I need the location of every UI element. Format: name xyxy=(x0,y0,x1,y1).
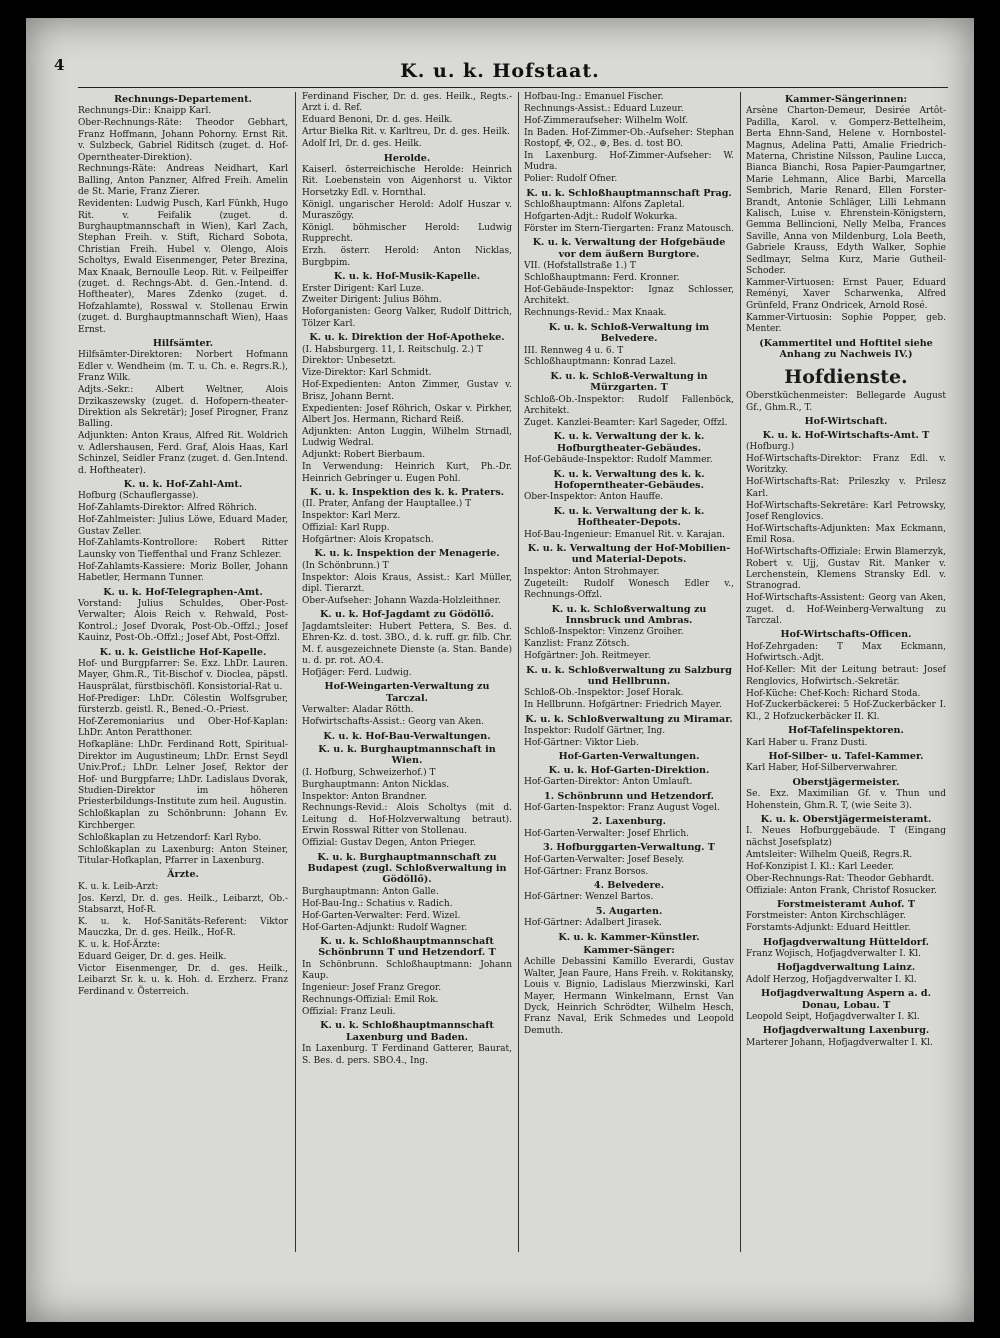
section-heading: 3. Hofburggarten-Verwaltung. T xyxy=(543,842,715,854)
directory-entry: Zugeteilt: Rudolf Wonesch Edler v., Rechnungs-Offzl. xyxy=(524,578,734,601)
directory-entry: Schloß-Inspektor: Vinzenz Groiher. xyxy=(524,627,684,638)
directory-entry: In Laxenburg. Hof-Zimmer-Aufseher: W. Mudra. xyxy=(524,151,734,173)
section-heading: K. u. k. Hof-Musik-Kapelle. xyxy=(333,271,481,283)
directory-entry: Direktor: Unbesetzt. xyxy=(302,356,396,367)
directory-entry: Hof-Prediger: LhDr. Cölestin Wolfsgruber, fürsterzb. geistl. R., Bened.-O.-Priest. xyxy=(78,693,288,716)
directory-entry: Jagdamtsleiter: Hubert Pettera, S. Bes. d. Ehren-Kz. d. tost. 3BO., d. k. ruff. gr. filb. Chr. M. f. ausgezeichnete Dienste (a. Stan. Bande) u. d. pr. rot. AO.4. xyxy=(302,621,512,667)
section-heading: Hofjagdverwaltung Lainz. xyxy=(776,962,916,974)
text-column-2 xyxy=(302,92,512,1302)
section-heading: Kammer-Sänger: xyxy=(583,945,675,957)
section-heading: Hof-Silber- u. Tafel-Kammer. xyxy=(768,751,924,763)
section-heading: K. u. k. Inspektion der Menagerie. xyxy=(314,548,500,560)
directory-entry: Hof-Keller: Mit der Leitung betraut: Josef Renglovics, Hofwirtsch.-Sekretär. xyxy=(746,665,946,687)
directory-entry: (I. Habsburgerg. 11, I. Reitschulg. 2.) T xyxy=(302,344,483,355)
directory-entry: In Schönbrunn. Schloßhauptmann: Johann Kaup. xyxy=(302,959,512,982)
directory-entry: Zuget. Kanzlei-Beamter: Karl Sageder, Offzl. xyxy=(524,417,728,428)
directory-entry: Hofgärtner: Alois Kropatsch. xyxy=(302,535,434,546)
directory-entry: Hof-Zuckerbäckerei: 5 Hof-Zuckerbäcker I. Kl., 2 Hofzuckerbäcker II. Kl. xyxy=(746,700,946,722)
directory-entry: Adjunkt: Robert Bierbaum. xyxy=(302,450,426,461)
directory-entry: Hof-Zeremoniarius und Ober-Hof-Kaplan: LhDr. Anton Peratthoner. xyxy=(78,717,288,739)
section-heading: Hof-Wirtschaft. xyxy=(804,416,888,428)
directory-entry: Hof-Wirtschafts-Rat: Prileszky v. Prilesz Karl. xyxy=(746,477,946,499)
section-heading: K. u. k. Kammer-Künstler. xyxy=(558,931,700,943)
directory-entry: Ferdinand Fischer, Dr. d. ges. Heilk., Regts.-Arzt i. d. Ref. xyxy=(302,92,512,114)
directory-entry: Schloßkaplan zu Hetzendorf: Karl Rybo. xyxy=(78,832,262,843)
directory-entry: Ober-Rechnungs-Räte: Theodor Gebhart, Franz Hoffmann, Johann Pohorny. Ernst Rit. v. Sulzbeck, Gabriel Riditsch (zuget. d. Hof-Operntheater-Direktion). xyxy=(78,118,288,163)
directory-entry: Hof-Gebäude-Inspektor: Rudolf Mammer. xyxy=(524,455,713,466)
directory-entry: Burghauptmann: Anton Galle. xyxy=(302,886,439,897)
directory-entry: Rechnungs-Offizial: Emil Rok. xyxy=(302,994,439,1005)
column-divider xyxy=(295,92,296,1252)
section-heading: K. u. k. Schloßverwaltung zu Innsbruck und Ambras. xyxy=(551,603,707,626)
section-heading: Oberstjägermeister. xyxy=(792,776,900,788)
section-heading: K. u. k. Schloßhauptmannschaft Schönbrunn T und Hetzendorf. T xyxy=(318,935,496,959)
directory-entry: Hofbau-Ing.: Emanuel Fischer. xyxy=(524,92,664,102)
directory-entry: Hof-Gärtner: Wenzel Bartos. xyxy=(524,892,654,903)
text-column-3 xyxy=(524,92,734,1302)
directory-entry: Hof-Wirtschafts-Direktor: Franz Edl. v. Woritzky. xyxy=(746,453,946,476)
directory-entry: Inspektor: Rudolf Gärtner, Ing. xyxy=(524,726,666,737)
directory-entry: Hof-Bau-Ing.: Schatius v. Radich. xyxy=(302,898,453,909)
directory-entry: Königl. böhmischer Herold: Ludwig Rupprecht. xyxy=(302,222,512,245)
section-heading: K. u. k. Inspektion des k. k. Praters. xyxy=(309,486,505,498)
directory-entry: K. u. k. Hof-Sanitäts-Referent: Viktor Mauczka, Dr. d. ges. Heilk., Hof-R. xyxy=(78,916,288,939)
directory-entry: Zweiter Dirigent: Julius Böhm. xyxy=(302,295,442,306)
directory-entry: Hof-Zimmeraufseher: Wilhelm Wolf. xyxy=(524,115,688,126)
directory-entry: Schloßhauptmann: Ferd. Kronner. xyxy=(524,273,680,284)
section-heading: Hilfsämter. xyxy=(152,338,214,350)
directory-entry: Hof-Gärtner: Adalbert Jirasek. xyxy=(524,918,662,929)
directory-entry: Se. Exz. Maximilian Gf. v. Thun und Hohenstein, Ghm.R. T, (wie Seite 3). xyxy=(746,789,946,811)
directory-entry: In Hellbrunn. Hofgärtner: Friedrich Mayer. xyxy=(524,700,722,711)
section-heading: Rechnungs-Departement. xyxy=(114,94,252,105)
directory-entry: Hofjäger: Ferd. Ludwig. xyxy=(302,668,412,678)
directory-entry: Hof-Zehrgaden: T Max Eckmann, Hofwirtsch.-Adjt. xyxy=(746,641,946,664)
column-divider xyxy=(518,92,519,1252)
directory-entry: Ober-Inspektor: Anton Hauffe. xyxy=(524,492,664,503)
directory-entry: Kammer-Virtuosin: Sophie Popper, geb. Menter. xyxy=(746,312,946,335)
directory-entry: Hof-Bau-Ingenieur: Emanuel Rit. v. Karajan. xyxy=(524,529,725,540)
directory-entry: Hofgarten-Adjt.: Rudolf Wokurka. xyxy=(524,212,678,223)
directory-entry: Königl. ungarischer Herold: Adolf Huszar v. Muraszögy. xyxy=(302,199,512,222)
directory-entry: Hof-Zahlamts-Kassiere: Moriz Boller, Johann Habetler, Hermann Tunner. xyxy=(78,561,288,584)
directory-entry: Erzh. österr. Herold: Anton Nicklas, Burgbpim. xyxy=(302,246,512,268)
directory-entry: Expedienten: Josef Röhrich, Oskar v. Pirkher, Albert Jos. Hermann, Richard Reiß. xyxy=(302,403,512,425)
directory-entry: Marterer Johann, Hofjagdverwalter I. Kl. xyxy=(746,1037,933,1048)
directory-entry: Forstamts-Adjunkt: Eduard Heittler. xyxy=(746,923,911,934)
directory-entry: Hof-Gärtner: Franz Borsos. xyxy=(524,866,649,877)
directory-entry: Rechnungs-Assist.: Eduard Luzeur. xyxy=(524,103,684,114)
directory-entry: Hof-Wirtschafts-Adjunkten: Max Eckmann, Emil Rosa. xyxy=(746,523,946,546)
directory-entry: Hof- und Burgpfarrer: Se. Exz. LhDr. Lauren. Mayer, Ghm.R., Tit-Bischof v. Dioclea, päpstl. Hausprälat, fürstbischöfl. Konsistorial-Rat u. xyxy=(78,659,288,692)
section-heading: Hofjagdverwaltung Aspern a. d. Donau, Lobau. T xyxy=(761,988,931,1011)
directory-entry: Hof-Konzipist I. Kl.: Karl Leeder. xyxy=(746,861,895,872)
column-divider xyxy=(740,92,741,1252)
directory-entry: Forstmeister: Anton Kirchschläger. xyxy=(746,911,906,922)
directory-entry: Hof-Garten-Inspektor: Franz August Vogel. xyxy=(524,803,720,814)
directory-entry: Achille Debassini Kamillo Everardi, Gustav Walter, Jean Faure, Hans Freih. v. Rokitansky, Louis v. Bignio, Ladislaus Mierzwinski, Karl Mayer, Hermann Winkelmann, Ernst Van Dyck, Heinrich Schrödter, Wilhelm Hesch, Franz Naval, Erik Schmedes und Leopold Demuth. xyxy=(524,957,734,1036)
directory-entry: K. u. k. Hof-Ärzte: xyxy=(78,940,160,951)
directory-entry: Oberstküchenmeister: Bellegarde August Gf., Ghm.R., T. xyxy=(746,391,946,413)
section-heading: K. u. k. Hof-Wirtschafts-Amt. T xyxy=(762,429,930,441)
section-heading: K. u. k. Burghauptmannschaft in Wien. xyxy=(318,743,496,767)
directory-entry: Hof-Gebäude-Inspektor: Ignaz Schlosser, Architekt. xyxy=(524,285,734,307)
directory-entry: Vorstand: Julius Schuldes, Ober-Post-Verwalter; Alois Reich v. Rehwald, Post-Kontrol.; Josef Dvorak, Post-Ob.-Offzl.; Josef Kauinz, Post-Ob.-Offzl.; Josef Abt, Post-Offzl. xyxy=(78,598,288,644)
directory-entry: Hof-Garten-Verwalter: Josef Besely. xyxy=(524,854,685,865)
directory-entry: Offizial: Gustav Degen, Anton Prieger. xyxy=(302,838,476,849)
section-heading: K. u. k. Verwaltung der k. k. Hofburgtheater-Gebäudes. xyxy=(553,431,705,454)
section-heading: Kammer-Sängerinnen: xyxy=(784,94,908,105)
directory-entry: Ober-Aufseher: Johann Wazda-Holzleithner. xyxy=(302,596,501,607)
directory-entry: Hof-Zahlamts-Kontrollore: Robert Ritter Launsky von Tieffenthal und Franz Schlezer. xyxy=(78,538,288,560)
section-heading: 4. Belvedere. xyxy=(593,880,665,891)
directory-entry: (In Schönbrunn.) T xyxy=(302,560,389,571)
directory-entry: K. u. k. Leib-Arzt: xyxy=(78,881,159,892)
directory-entry: Kanzlist: Franz Zötsch. xyxy=(524,639,630,650)
section-heading: K. u. k. Schloßverwaltung zu Miramar. xyxy=(525,713,733,725)
directory-entry: Schloß-Ob.-Inspektor: Rudolf Fallenböck, Architekt. xyxy=(524,394,734,417)
section-heading: Hofdienste. xyxy=(784,366,908,389)
section-heading: Hof-Tafelinspektoren. xyxy=(788,725,904,737)
running-head: K. u. k. Hofstaat. xyxy=(400,60,600,82)
directory-entry: (II. Prater, Anfang der Hauptallee.) T xyxy=(302,499,472,510)
directory-entry: Offizial: Karl Rupp. xyxy=(302,523,390,534)
directory-entry: Schloßhauptmann: Alfons Zapletal. xyxy=(524,200,685,211)
directory-entry: Eduard Geiger, Dr. d. ges. Heilk. xyxy=(78,952,227,963)
directory-entry: Hof-Garten-Direktor: Anton Umlauft. xyxy=(524,777,693,788)
directory-entry: Arsène Charton-Demeur, Desirée Artôt-Padilla, Karol. v. Gomperz-Bettelheim, Berta Ehnn-Sand, Helene v. Hornbostel-Magnus, Adelina Patti, Amalie Friedrich-Materna, Christine Nilsson, Pauline Lucca, Bianca Bianchi, Rosa Papier-Paumgartner, Marie Lehmann, Alice Barbi, Marcella Sembrich, Marie Renard, Ellen Forster-Brandt, Antonie Schläger, Lilli Lehmann Kalisch, Luise v. Ehrenstein-Königstern, Gemma Bellincioni, Nelly Melba, Frances Saville, Anna von Mildenburg, Lola Beeth, Gabriele Krauss, Edyth Walker, Sophie Sedlmayr, Selma Kurz, Marie Gutheil-Schoder. xyxy=(746,106,946,277)
directory-entry: Inspektor: Alois Kraus, Assist.: Karl Müller, dipl. Tierarzt. xyxy=(302,572,512,595)
section-heading: 2. Laxenburg. xyxy=(592,816,666,828)
directory-entry: Hof-Wirtschafts-Assistent: Georg van Aken, zuget. d. Hof-Weinberg-Verwaltung zu Tarczal. xyxy=(746,593,946,627)
section-heading: K. u. k. Verwaltung der k. k. Hoftheater-Depots. xyxy=(553,505,705,529)
directory-entry: Schloßhauptmann: Konrad Lazel. xyxy=(524,357,677,368)
directory-entry: (I. Hofburg, Schweizerhof.) T xyxy=(302,767,436,778)
section-heading: K. u. k. Schloß-Verwaltung in Mürzgarten. T xyxy=(550,370,708,394)
section-heading: Forstmeisteramt Auhof. T xyxy=(777,898,915,910)
directory-entry: Offizial: Franz Leuli. xyxy=(302,1006,396,1017)
directory-entry: Inspektor: Anton Strohmayer. xyxy=(524,566,660,577)
directory-entry: Adjts.-Sekr.: Albert Weltner, Alois Drzikaszewsky (zuget. d. Hofopern-theater-Direktion als Sekretär); Josef Pirogner, Franz Balling. xyxy=(78,385,288,430)
directory-entry: Hof-Garten-Adjunkt: Rudolf Wagner. xyxy=(302,922,468,933)
directory-entry: Hofkapläne: LhDr. Ferdinand Rott, Spiritual-Direktor im Augustineum; LhDr. Ernst Seydl Univ.Prof.; LhDr. Lelner Josef, Rektor der Hof- und Burgpfarre; LhDr. Ladislaus Dvorak, Studien-Direktor im höheren Priesterbildungs-Institute zum heil. Augustin. xyxy=(78,740,288,808)
section-heading: K. u. k. Geistliche Hof-Kapelle. xyxy=(99,646,267,658)
directory-entry: Victor Eisenmenger, Dr. d. ges. Heilk., Leibarzt Sr. k. u. k. Hoh. d. Erzherz. Franz Ferdinand v. Österreich. xyxy=(78,964,288,997)
section-heading: (Kammertitel und Hoftitel siehe Anhang zu Nachweis IV.) xyxy=(759,337,933,360)
page-number: 4 xyxy=(54,56,65,74)
directory-entry: Polier: Rudolf Ofner. xyxy=(524,174,618,185)
directory-entry: In Baden. Hof-Zimmer-Ob.-Aufseher: Stephan Rostopf, ✠, O2., ⊕, Bes. d. tost BO. xyxy=(524,127,734,150)
directory-entry: Offiziale: Anton Frank, Christof Rosucker. xyxy=(746,885,937,896)
directory-entry: Schloßkaplan zu Laxenburg: Anton Steiner, Titular-Hofkaplan, Pfarrer in Laxenburg. xyxy=(78,844,288,866)
section-heading: Herolde. xyxy=(383,152,431,164)
section-heading: Ärzte. xyxy=(167,869,199,881)
directory-entry: Adjunkten: Anton Luggin, Wilhelm Strnadl, Ludwig Wedral. xyxy=(302,426,512,449)
directory-entry: Hof-Garten-Verwalter: Ferd. Wizel. xyxy=(302,910,461,921)
section-heading: K. u. k. Verwaltung der Hofgebäude vor dem äußern Burgtore. xyxy=(532,237,726,260)
directory-entry: Schloßkaplan zu Schönbrunn: Johann Ev. Kirchberger. xyxy=(78,809,288,831)
directory-entry: Hof-Zahlmeister: Julius Löwe, Eduard Mader, Gustav Zeller. xyxy=(78,515,288,537)
directory-entry: Rechnungs-Räte: Andreas Neidhart, Karl Balling, Anton Panzner, Alfred Freih. Amelin de St. Marie, Franz Zierer. xyxy=(78,164,288,198)
directory-entry: Hoforganisten: Georg Valker, Rudolf Dittrich, Tölzer Karl. xyxy=(302,307,512,329)
directory-entry: Schloß-Ob.-Inspektor: Josef Horak. xyxy=(524,688,684,699)
directory-entry: Ober-Rechnungs-Rat: Theodor Gebhardt. xyxy=(746,873,935,884)
section-heading: K. u. k. Schloßhauptmannschaft Prag. xyxy=(526,187,732,199)
directory-entry: Rechnungs-Revid.: Max Knaak. xyxy=(524,308,667,319)
section-heading: K. u. k. Schloßhauptmannschaft Laxenburg und Baden. xyxy=(320,1020,494,1043)
directory-entry: Hof-Wirtschafts-Offiziale: Erwin Blamerzyk, Robert v. Ujj, Gustav Rit. Manker v. Lerchenstein, Klemens Stransky Edl. v. Stranograd. xyxy=(746,547,946,592)
directory-entry: In Laxenburg. T Ferdinand Gatterer, Baurat, S. Bes. d. pers. SBO.4., Ing. xyxy=(302,1044,512,1066)
section-heading: K. u. k. Verwaltung des k. k. Hofoperntheater-Gebäudes. xyxy=(553,468,705,491)
directory-entry: Förster im Stern-Tiergarten: Franz Matousch. xyxy=(524,223,734,234)
section-heading: K. u. k. Hof-Zahl-Amt. xyxy=(123,478,243,490)
section-heading: K. u. k. Oberstjägermeisteramt. xyxy=(760,814,932,826)
section-heading: K. u. k. Direktion der Hof-Apotheke. xyxy=(309,332,505,344)
directory-entry: Hilfsämter-Direktoren: Norbert Hofmann Edler v. Wendheim (m. T. u. Ch. e. Regrs.R.), Franz Wilk. xyxy=(78,350,288,384)
directory-entry: Hofburg (Schauflergasse). xyxy=(78,491,199,502)
directory-entry: Vize-Direktor: Karl Schmidt. xyxy=(302,368,432,379)
directory-entry: III. Rennweg 4 u. 6. T xyxy=(524,345,624,356)
section-heading: Hofjagdverwaltung Laxenburg. xyxy=(762,1025,930,1037)
directory-entry: Kammer-Virtuosen: Ernst Pauer, Eduard Reményi, Xaver Scharwenka, Alfred Grünfeld, Franz Ondricek, Arnold Rosé. xyxy=(746,278,946,311)
directory-entry: Ingenieur: Josef Franz Gregor. xyxy=(302,983,442,994)
directory-entry: Karl Haber u. Franz Dusti. xyxy=(746,737,868,748)
directory-entry: Hof-Garten-Verwalter: Josef Ehrlich. xyxy=(524,828,689,839)
directory-entry: Hof-Küche: Chef-Koch: Richard Stoda. xyxy=(746,688,921,699)
section-heading: K. u. k. Schloß-Verwaltung im Belvedere. xyxy=(548,321,710,345)
header-rule xyxy=(78,87,948,88)
section-heading: Hofjagdverwaltung Hütteldorf. xyxy=(763,936,929,948)
section-heading: Hof-Weingarten-Verwaltung zu Tarczal. xyxy=(324,681,490,704)
directory-entry: Inspektor: Anton Brandner. xyxy=(302,791,427,802)
directory-entry: Burghauptmann: Anton Nicklas. xyxy=(302,779,450,790)
directory-entry: Verwalter: Aladar Rötth. xyxy=(302,705,414,716)
section-heading: K. u. k. Hof-Bau-Verwaltungen. xyxy=(323,730,491,742)
directory-entry: Leopold Seipt, Hofjagdverwalter I. Kl. xyxy=(746,1012,920,1023)
directory-entry: Amtsleiter: Wilhelm Queiß, Regrs.R. xyxy=(746,849,913,860)
directory-entry: Inspektor: Karl Merz. xyxy=(302,511,401,522)
directory-entry: Hofwirtschafts-Assist.: Georg van Aken. xyxy=(302,717,485,728)
directory-entry: In Verwendung: Heinrich Kurt, Ph.-Dr. Heinrich Gebringer u. Eugen Pohl. xyxy=(302,462,512,484)
text-column-1 xyxy=(78,92,288,1302)
directory-entry: Franz Wojisch, Hofjagdverwalter I. Kl. xyxy=(746,949,921,960)
directory-entry: Kaiserl. österreichische Herolde: Heinrich Rit. Loebenstein von Aigenhorst u. Viktor Horsetzky Edl. v. Hornthal. xyxy=(302,164,512,198)
directory-entry: Hof-Zahlamts-Direktor: Alfred Röhrich. xyxy=(78,503,258,514)
directory-entry: Rechnungs-Dir.: Knaipp Karl. xyxy=(78,106,212,117)
directory-entry: Adolf Irl, Dr. d. ges. Heilk. xyxy=(302,139,422,150)
section-heading: 5. Augarten. xyxy=(595,905,663,917)
directory-entry: Hof-Gärtner: Viktor Lieb. xyxy=(524,738,639,749)
directory-entry: Karl Haber, Hof-Silberverwahrer. xyxy=(746,763,898,774)
section-heading: Hof-Garten-Verwaltungen. xyxy=(558,751,700,763)
section-heading: K. u. k. Hof-Garten-Direktion. xyxy=(548,764,710,776)
directory-entry: Hofgärtner: Joh. Reitmeyer. xyxy=(524,651,651,662)
directory-entry: Erster Dirigent: Karl Luze. xyxy=(302,283,425,294)
directory-entry: Eduard Benoni, Dr. d. ges. Heilk. xyxy=(302,115,453,126)
directory-entry: Hof-Wirtschafts-Sekretäre: Karl Petrowsky, Josef Renglovics. xyxy=(746,500,946,522)
directory-entry: Artur Bielka Rit. v. Karltreu, Dr. d. ges. Heilk. xyxy=(302,127,510,138)
directory-entry: I. Neues Hofburggebäude. T (Eingang nächst Josefsplatz) xyxy=(746,826,946,848)
section-heading: 1. Schönbrunn und Hetzendorf. xyxy=(544,790,714,802)
section-heading: K. u. k. Verwaltung der Hof-Mobilien- und Material-Depots. xyxy=(527,543,731,566)
directory-entry: Adolf Herzog, Hofjagdverwalter I. Kl. xyxy=(746,974,917,985)
section-heading: K. u. k. Schloßverwaltung zu Salzburg und Hellbrunn. xyxy=(526,664,732,687)
text-column-4 xyxy=(746,92,946,1302)
directory-entry: Rechnungs-Revid.: Alois Scholtys (mit d. Leitung d. Hof-Holzverwaltung betraut). Erwin Rosswal Ritter von Stollenau. xyxy=(302,803,512,837)
directory-entry: (Hofburg.) xyxy=(746,441,795,452)
section-heading: K. u. k. Hof-Jagdamt zu Gödöllő. xyxy=(319,609,495,621)
section-heading: K. u. k. Hof-Telegraphen-Amt. xyxy=(103,586,263,598)
directory-entry: Revidenten: Ludwig Pusch, Karl Fünkh, Hugo Rit. v. Feifalik (zuget. d. Burghauptmannschaft in Wien), Karl Zach, Stephan Freih. v. Stift, Richard Sobota, Christian Freih. Hubel v. Olengo, Alois Scholtys, Ewald Eisenmenger, Peter Brezina, Max Knaak, Bernoulle Leop. Rit. v. Feilpeiffer (zuget. d. Rechngs-Abt. d. Gen.-Intend. d. Hoftheater), Mares Zdenko (zuget. d. Hofzahlamte), Rosswal v. Stollenau Erwin (zuget. d. Burghauptmannschaft Wien), Haas Ernst. xyxy=(78,199,288,335)
directory-entry: VII. (Hofstallstraße 1.) T xyxy=(524,261,636,272)
directory-entry: Jos. Kerzl, Dr. d. ges. Heilk., Leibarzt, Ob.-Stabsarzt, Hof-R. xyxy=(78,893,288,916)
directory-entry: Hof-Expedienten: Anton Zimmer, Gustav v. Brisz, Johann Bernt. xyxy=(302,380,512,402)
section-heading: K. u. k. Burghauptmannschaft zu Budapest (zugl. Schloßverwaltung in Gödöllő). xyxy=(307,851,507,886)
directory-entry: Adjunkten: Anton Kraus, Alfred Rit. Woldrich v. Adlershausen, Ferd. Graf, Alois Haas, Karl Schinzel, Seidler Franz (zuget. d. Gen.Intend. d. Hoftheater). xyxy=(78,431,288,476)
section-heading: Hof-Wirtschafts-Officen. xyxy=(780,629,912,641)
